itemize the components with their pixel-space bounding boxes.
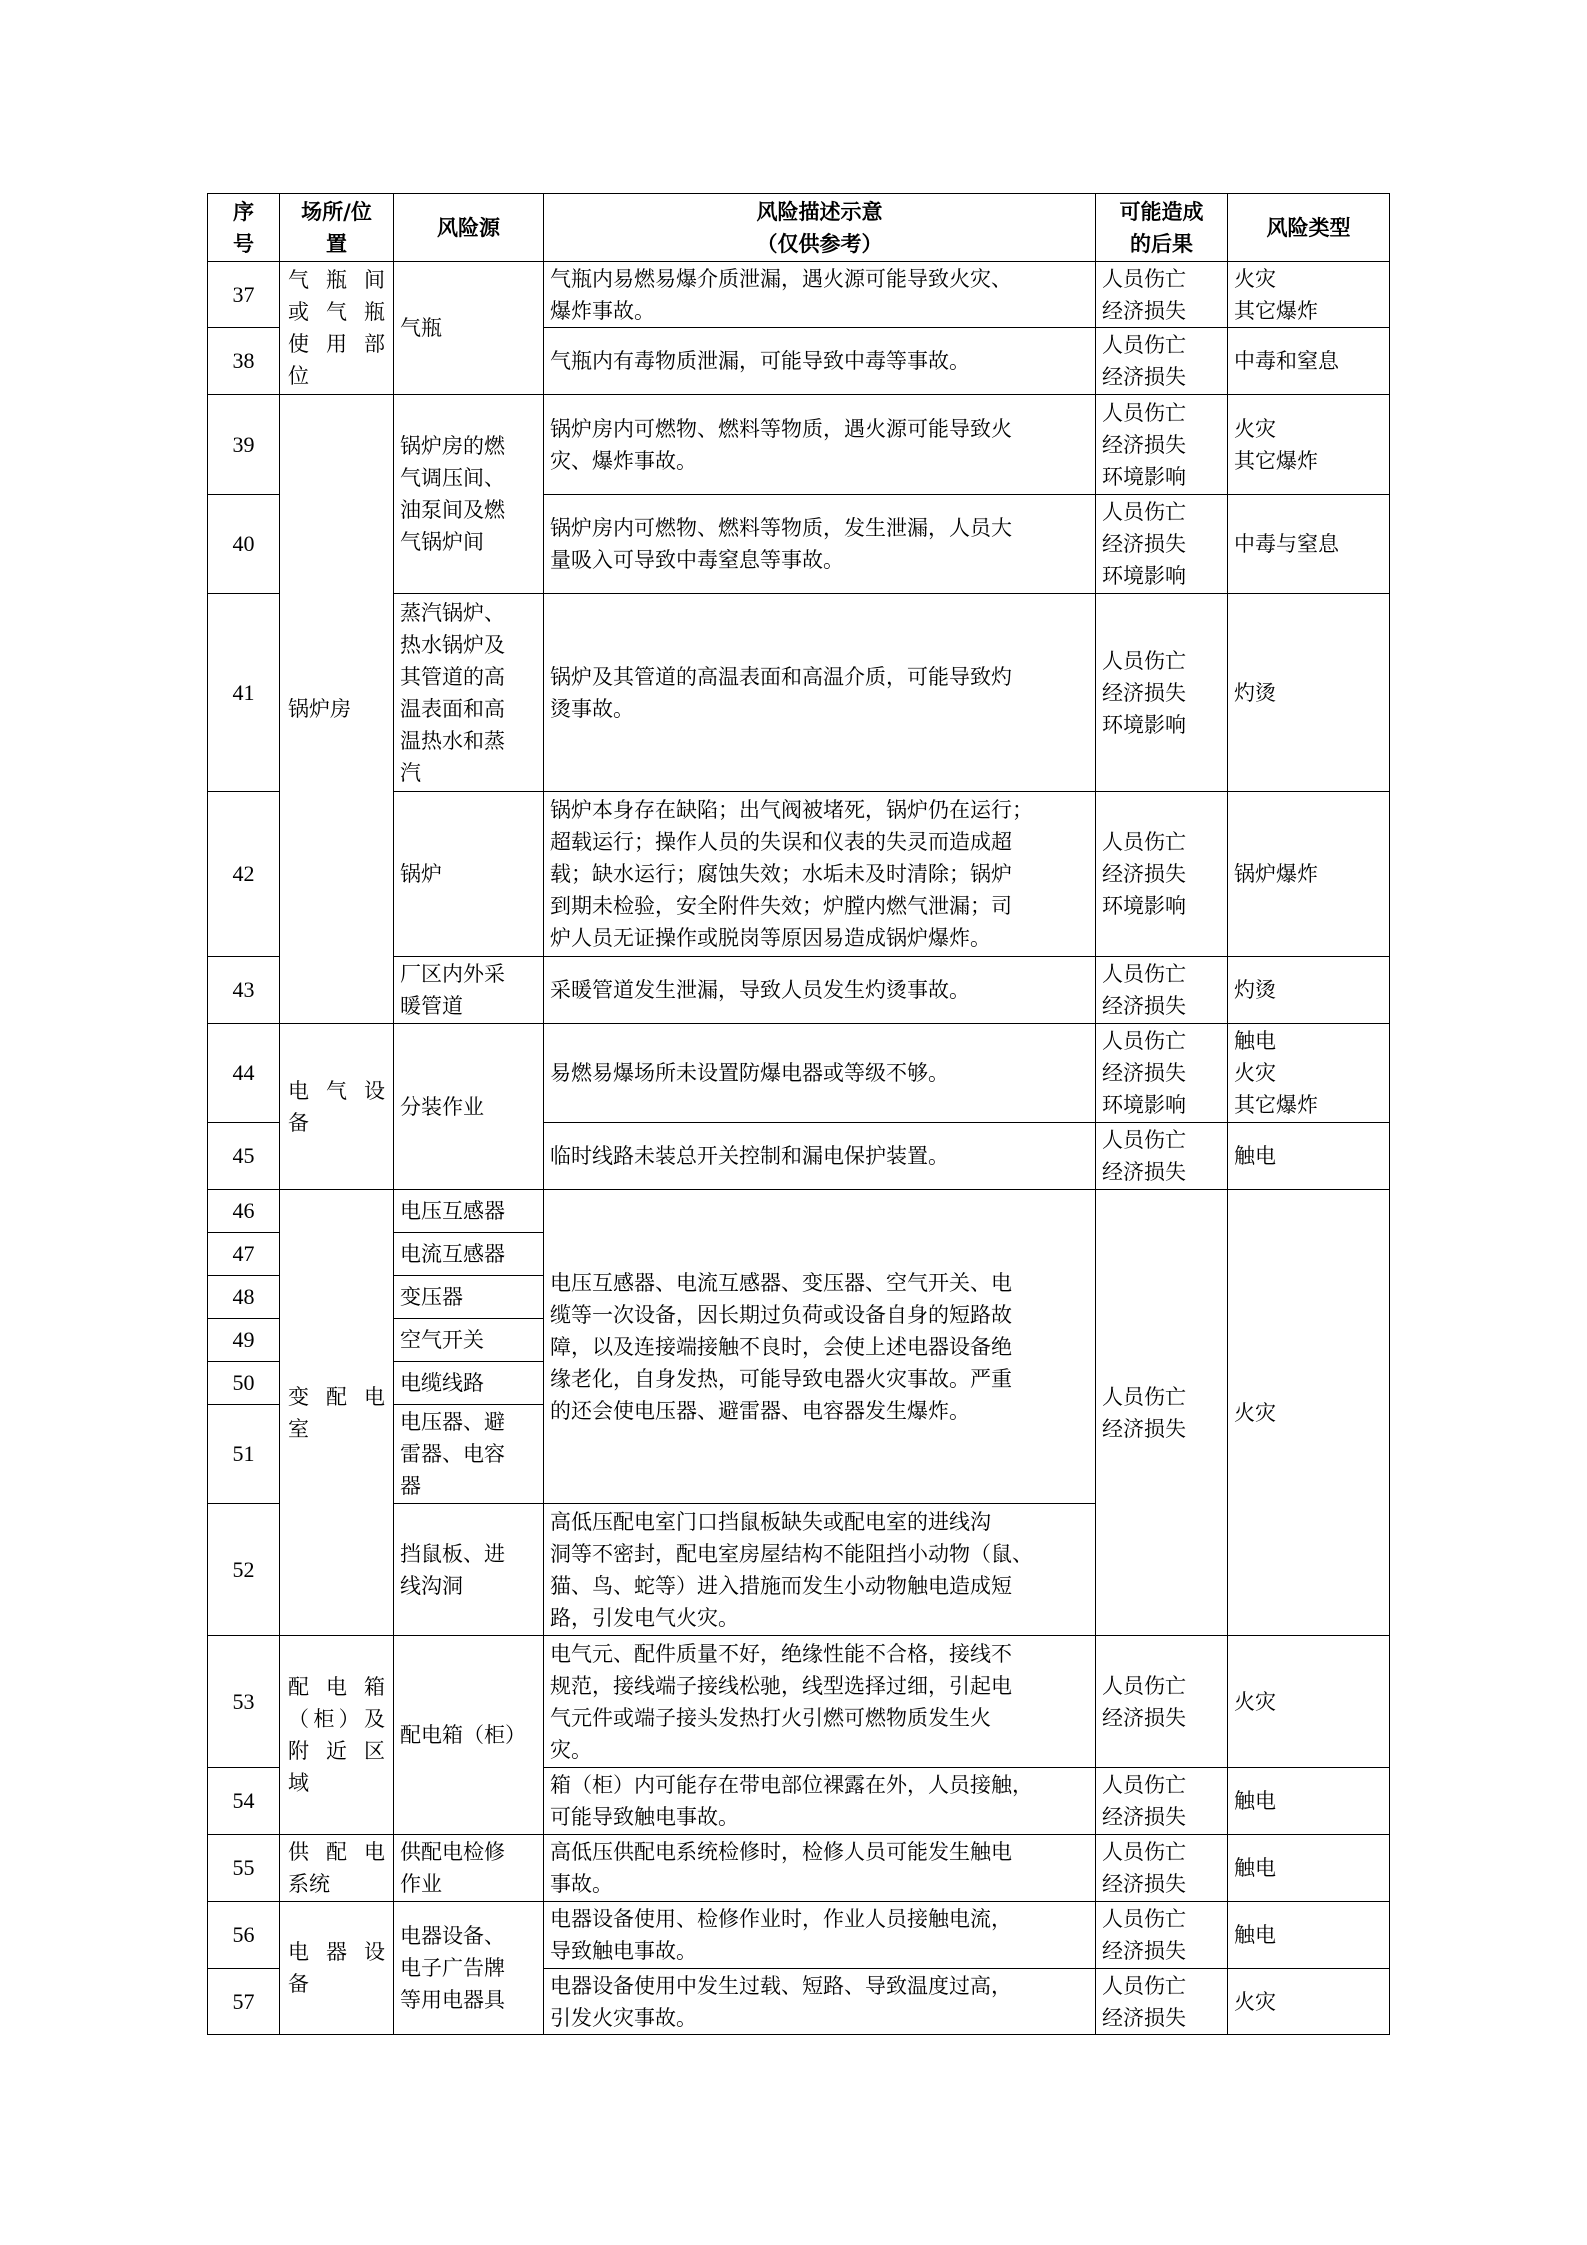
table-row (208, 262, 1390, 328)
desc-cell: 易燃易爆场所未设置防爆电器或等级不够。 (544, 1024, 1096, 1123)
consequence-cell: 人员伤亡 经济损失 (1096, 957, 1228, 1024)
type-cell: 火灾 (1228, 1969, 1390, 2035)
source-cell: 电器设备、 电子广告牌 等用电器具 (394, 1902, 544, 2035)
source-cell: 气瓶 (394, 262, 544, 395)
place-cell: 气瓶间 或气瓶 使用部 位 (280, 262, 394, 395)
row-number: 38 (208, 328, 280, 395)
type-cell: 中毒和窒息 (1228, 328, 1390, 395)
desc-cell: 高低压供配电系统检修时，检修人员可能发生触电 事故。 (544, 1835, 1096, 1902)
place-cell: 变配电 室 (280, 1190, 394, 1636)
row-number: 55 (208, 1835, 280, 1902)
row-number: 40 (208, 495, 280, 594)
row-number: 52 (208, 1504, 280, 1636)
consequence-cell: 人员伤亡 经济损失 (1096, 1190, 1228, 1636)
row-number: 50 (208, 1362, 280, 1405)
desc-cell: 高低压配电室门口挡鼠板缺失或配电室的进线沟 洞等不密封，配电室房屋结构不能阻挡小动物（鼠、 猫、鸟、蛇等）进入措施而发生小动物触电造成短 路，引发电气火灾。 (544, 1504, 1096, 1636)
consequence-cell: 人员伤亡 经济损失 (1096, 1636, 1228, 1768)
row-number: 39 (208, 395, 280, 495)
desc-cell: 箱（柜）内可能存在带电部位裸露在外，人员接触， 可能导致触电事故。 (544, 1768, 1096, 1835)
desc-cell: 电器设备使用、检修作业时，作业人员接触电流， 导致触电事故。 (544, 1902, 1096, 1969)
table-row (208, 1902, 1390, 1969)
row-number: 54 (208, 1768, 280, 1835)
table-header-row (208, 194, 1390, 262)
place-cell: 配电箱 （柜）及 附近区 域 (280, 1636, 394, 1835)
place-cell: 供配电 系统 (280, 1835, 394, 1902)
type-cell: 触电 (1228, 1123, 1390, 1190)
type-cell: 触电 火灾 其它爆炸 (1228, 1024, 1390, 1123)
type-cell: 锅炉爆炸 (1228, 792, 1390, 957)
type-cell: 火灾 (1228, 1190, 1390, 1636)
place-cell: 锅炉房 (280, 395, 394, 1024)
consequence-cell: 人员伤亡 经济损失 环境影响 (1096, 495, 1228, 594)
source-cell: 空气开关 (394, 1319, 544, 1362)
consequence-cell: 人员伤亡 经济损失 (1096, 1768, 1228, 1835)
desc-cell: 锅炉房内可燃物、燃料等物质，遇火源可能导致火 灾、爆炸事故。 (544, 395, 1096, 495)
consequence-cell: 人员伤亡 经济损失 (1096, 262, 1228, 328)
row-number: 37 (208, 262, 280, 328)
consequence-cell: 人员伤亡 经济损失 (1096, 328, 1228, 395)
risk-table-page (207, 193, 1389, 2035)
row-number: 48 (208, 1276, 280, 1319)
consequence-cell: 人员伤亡 经济损失 环境影响 (1096, 792, 1228, 957)
header-desc: 风险描述示意 （仅供参考） (544, 194, 1096, 262)
desc-cell: 电压互感器、电流互感器、变压器、空气开关、电 缆等一次设备，因长期过负荷或设备自身的短路故 障，以及连接端接触不良时，会使上述电器设备绝 缘老化，自身发热，可能导致电器火灾事故。严重 的还会使电压器、避雷器、电容器发生爆炸。 (544, 1190, 1096, 1504)
type-cell: 火灾 其它爆炸 (1228, 395, 1390, 495)
desc-cell: 临时线路未装总开关控制和漏电保护装置。 (544, 1123, 1096, 1190)
type-cell: 中毒与窒息 (1228, 495, 1390, 594)
row-number: 47 (208, 1233, 280, 1276)
source-cell: 电压互感器 (394, 1190, 544, 1233)
source-cell: 厂区内外采 暖管道 (394, 957, 544, 1024)
header-no: 序 号 (208, 194, 280, 262)
row-number: 43 (208, 957, 280, 1024)
consequence-cell: 人员伤亡 经济损失 环境影响 (1096, 395, 1228, 495)
risk-table (207, 193, 1390, 2035)
consequence-cell: 人员伤亡 经济损失 (1096, 1902, 1228, 1969)
source-cell: 电流互感器 (394, 1233, 544, 1276)
header-place: 场所/位 置 (280, 194, 394, 262)
place-cell: 电气设 备 (280, 1024, 394, 1190)
type-cell: 触电 (1228, 1768, 1390, 1835)
desc-cell: 锅炉房内可燃物、燃料等物质，发生泄漏，人员大 量吸入可导致中毒窒息等事故。 (544, 495, 1096, 594)
consequence-cell: 人员伤亡 经济损失 环境影响 (1096, 1024, 1228, 1123)
source-cell: 变压器 (394, 1276, 544, 1319)
type-cell: 灼烫 (1228, 957, 1390, 1024)
type-cell: 火灾 其它爆炸 (1228, 262, 1390, 328)
row-number: 46 (208, 1190, 280, 1233)
row-number: 45 (208, 1123, 280, 1190)
consequence-cell: 人员伤亡 经济损失 环境影响 (1096, 594, 1228, 792)
type-cell: 触电 (1228, 1902, 1390, 1969)
type-cell: 触电 (1228, 1835, 1390, 1902)
source-cell: 分装作业 (394, 1024, 544, 1190)
row-number: 56 (208, 1902, 280, 1969)
row-number: 53 (208, 1636, 280, 1768)
table-row (208, 1835, 1390, 1902)
source-cell: 配电箱（柜） (394, 1636, 544, 1835)
desc-cell: 采暖管道发生泄漏，导致人员发生灼烫事故。 (544, 957, 1096, 1024)
source-cell: 电压器、避 雷器、电容 器 (394, 1405, 544, 1504)
source-cell: 供配电检修 作业 (394, 1835, 544, 1902)
type-cell: 火灾 (1228, 1636, 1390, 1768)
desc-cell: 锅炉及其管道的高温表面和高温介质，可能导致灼 烫事故。 (544, 594, 1096, 792)
table-row (208, 395, 1390, 495)
header-consequence: 可能造成 的后果 (1096, 194, 1228, 262)
table-row (208, 1024, 1390, 1123)
header-type: 风险类型 (1228, 194, 1390, 262)
desc-cell: 气瓶内易燃易爆介质泄漏，遇火源可能导致火灾、 爆炸事故。 (544, 262, 1096, 328)
row-number: 51 (208, 1405, 280, 1504)
row-number: 49 (208, 1319, 280, 1362)
table-row (208, 1190, 1390, 1233)
consequence-cell: 人员伤亡 经济损失 (1096, 1123, 1228, 1190)
desc-cell: 气瓶内有毒物质泄漏，可能导致中毒等事故。 (544, 328, 1096, 395)
place-cell: 电器设 备 (280, 1902, 394, 2035)
source-cell: 电缆线路 (394, 1362, 544, 1405)
desc-cell: 电器设备使用中发生过载、短路、导致温度过高， 引发火灾事故。 (544, 1969, 1096, 2035)
row-number: 57 (208, 1969, 280, 2035)
consequence-cell: 人员伤亡 经济损失 (1096, 1835, 1228, 1902)
table-row (208, 1636, 1390, 1768)
row-number: 42 (208, 792, 280, 957)
type-cell: 灼烫 (1228, 594, 1390, 792)
row-number: 44 (208, 1024, 280, 1123)
row-number: 41 (208, 594, 280, 792)
consequence-cell: 人员伤亡 经济损失 (1096, 1969, 1228, 2035)
source-cell: 锅炉 (394, 792, 544, 957)
desc-cell: 电气元、配件质量不好，绝缘性能不合格，接线不 规范，接线端子接线松驰，线型选择过细，引起电 气元件或端子接头发热打火引燃可燃物质发生火 灾。 (544, 1636, 1096, 1768)
source-cell: 挡鼠板、进 线沟洞 (394, 1504, 544, 1636)
source-cell: 锅炉房的燃 气调压间、 油泵间及燃 气锅炉间 (394, 395, 544, 594)
header-source: 风险源 (394, 194, 544, 262)
source-cell: 蒸汽锅炉、 热水锅炉及 其管道的高 温表面和高 温热水和蒸 汽 (394, 594, 544, 792)
desc-cell: 锅炉本身存在缺陷；出气阀被堵死，锅炉仍在运行； 超载运行；操作人员的失误和仪表的失灵而造成超 载；缺水运行；腐蚀失效；水垢未及时清除；锅炉 到期未检验，安全附件失效；炉膛内燃气泄漏；司 炉人员无证操作或脱岗等原因易造成锅炉爆炸。 (544, 792, 1096, 957)
